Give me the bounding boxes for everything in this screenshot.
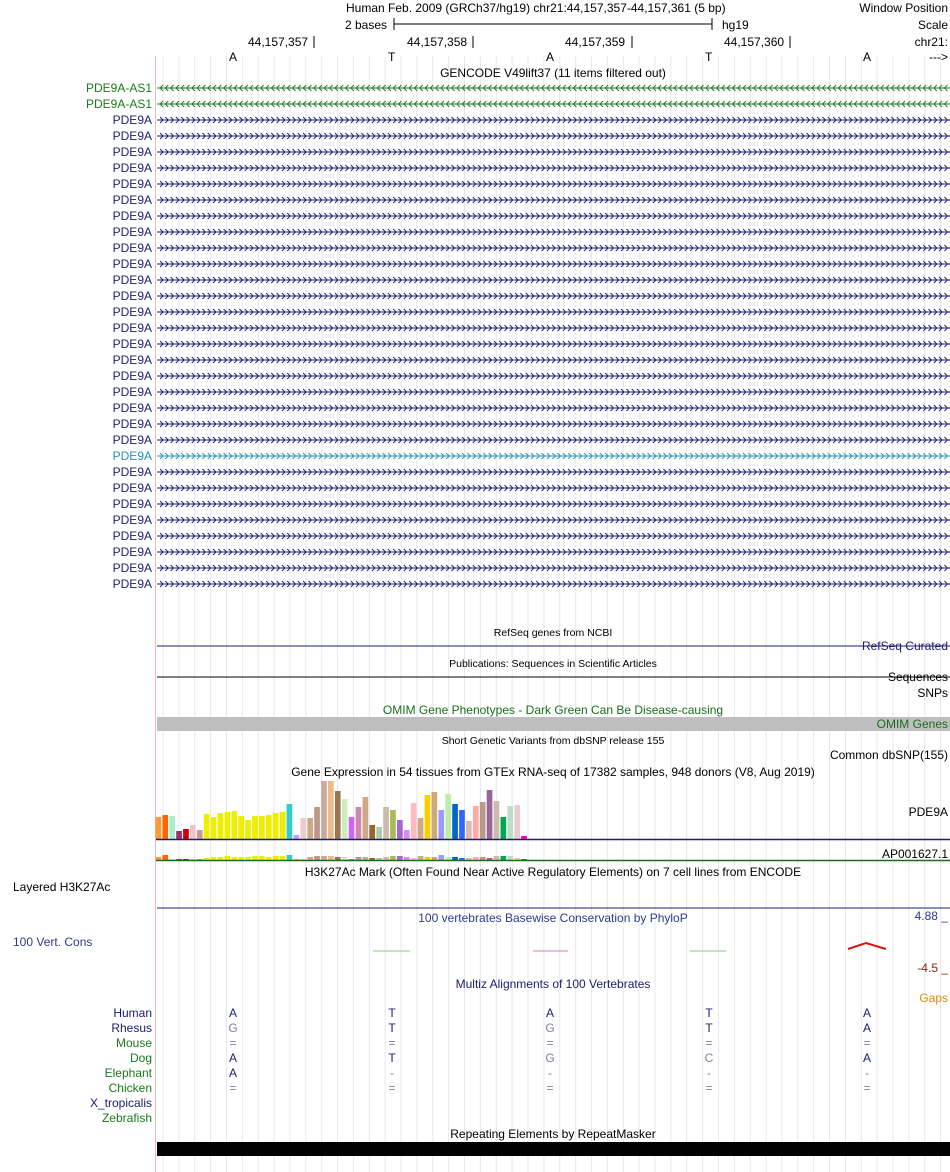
gtex-pde9a-bar [328,781,334,839]
publications-track-title[interactable]: Publications: Sequences in Scientific Articles [449,658,657,670]
gtex-ap-bar [231,857,237,860]
dbsnp-track-title[interactable]: Short Genetic Variants from dbSNP release 155 [441,735,665,747]
gtex-pde9a-bar [452,804,458,839]
phylop-track-title[interactable]: 100 vertebrates Basewise Conservation by PhyloP [418,911,688,925]
assembly-text: hg19 [722,18,749,32]
gtex-ap-bar [321,856,327,860]
gtex-pde9a-bar [445,794,451,839]
gtex-pde9a-bar [404,830,410,839]
coordinate-label: 44,157,357 [248,35,309,49]
gtex-pde9a-bar [514,805,520,839]
multiz-species-label[interactable]: Elephant [104,1066,152,1080]
coordinate-label: 44,157,359 [565,35,626,49]
gtex-ap-bar [425,857,431,860]
multiz-species-label[interactable]: Human [113,1006,152,1020]
gencode-item-label[interactable]: PDE9A [112,145,152,159]
gtex-gene-label[interactable]: PDE9A [908,805,948,819]
chrom-label: chr21: [914,35,948,49]
snps-track-label[interactable]: SNPs [917,686,948,700]
gtex-pde9a-bar [245,820,251,839]
alignment-base: G [545,1021,555,1035]
alignment-base: A [228,1066,238,1080]
gtex-ap-bar [273,856,279,860]
gtex-pde9a-bar [521,836,527,839]
gtex-ap-bar [480,857,486,860]
gtex-pde9a-bar [397,820,403,839]
h3k27ac-track-label[interactable]: Layered H3K27Ac [13,880,111,894]
coordinate-label: 44,157,360 [724,35,785,49]
gtex-ap-bar [266,857,272,860]
gtex-ap-bar [432,857,438,860]
gtex-pde9a-bar [376,827,382,839]
alignment-base: A [545,1006,555,1020]
gtex-pde9a-bar [473,806,479,839]
multiz-species-label[interactable]: X_tropicalis [89,1096,152,1110]
alignment-base: A [228,1006,238,1020]
alignment-base: A [862,1006,872,1020]
gtex-ap-bar [280,856,286,860]
gtex-pde9a-bar [211,817,217,839]
multiz-species-label[interactable]: Chicken [108,1081,152,1095]
gtex-pde9a-bar [225,812,231,839]
gtex-pde9a-bar [418,818,424,839]
gtex-ap-bar [487,858,493,860]
gtex-ap-bar [501,856,507,860]
gencode-item-label[interactable]: PDE9A [112,289,152,303]
gtex-ap-bar [314,856,320,860]
gtex-pde9a-bar [218,813,224,839]
gtex-pde9a-bar [321,781,327,839]
gtex-ap-bar [376,858,382,860]
gtex-pde9a-bar [280,812,286,839]
gtex-pde9a-bar [287,804,293,839]
gencode-item-label[interactable]: PDE9A [112,225,152,239]
phylop-min-label: -4.5 _ [917,961,948,975]
gencode-item-label[interactable]: PDE9A [112,273,152,287]
alignment-base: = [546,1036,554,1050]
gencode-item-label[interactable]: PDE9A [112,129,152,143]
gtex-ap-bar [397,856,403,860]
gtex-pde9a-bar [466,821,472,839]
gencode-item-label[interactable]: PDE9A-AS1 [85,81,152,95]
gencode-item-label[interactable]: PDE9A [112,417,152,431]
alignment-base: - [707,1066,711,1080]
multiz-species-label[interactable]: Zebrafish [101,1111,152,1125]
alignment-base: T [705,1006,713,1020]
gtex-ap-bar [211,857,217,860]
gtex-pde9a-bar [438,810,444,839]
gencode-item-label[interactable]: PDE9A [112,209,152,223]
alignment-base: T [388,1006,396,1020]
gtex-ap-bar [225,856,231,860]
gtex-pde9a-bar [363,797,369,839]
gencode-item-label[interactable]: PDE9A [112,177,152,191]
gencode-item-label[interactable]: PDE9A [112,337,152,351]
alignment-base: A [228,1051,238,1065]
gtex-track-title[interactable]: Gene Expression in 54 tissues from GTEx RNA-seq of 17382 samples, 948 donors (V8, Aug 2019) [291,765,815,779]
gtex-pde9a-bar [335,791,341,839]
gencode-item-label[interactable]: PDE9A [112,497,152,511]
reference-base: A [229,50,238,64]
gtex-ap-bar [335,857,341,860]
gencode-item-label[interactable]: PDE9A [112,369,152,383]
gencode-item-label[interactable]: PDE9A [112,321,152,335]
gtex-pde9a-bar [273,813,279,839]
phylop-max-label: 4.88 _ [914,909,948,923]
omim-track-label[interactable]: OMIM Genes [876,717,948,731]
gtex-pde9a-bar [197,830,203,839]
gencode-item-label[interactable]: PDE9A [112,529,152,543]
alignment-base: - [548,1066,552,1080]
gencode-item-label[interactable]: PDE9A [112,305,152,319]
gtex-ap-bar [514,858,520,860]
gtex-gene-label[interactable]: AP001627.1 [881,847,948,861]
gtex-pde9a-bar [307,818,313,839]
gencode-item-label[interactable]: PDE9A [112,385,152,399]
gtex-ap-bar [218,857,224,860]
gtex-ap-bar [418,856,424,860]
gencode-item-label[interactable]: PDE9A [112,433,152,447]
gtex-ap-bar [307,857,313,860]
alignment-base: = [388,1036,396,1050]
alignment-base: = [388,1081,396,1095]
gtex-ap-bar [494,856,500,860]
multiz-species-column [0,0,154,1172]
gtex-pde9a-bar [252,816,258,839]
gtex-ap-bar [342,857,348,860]
gtex-pde9a-bar [204,814,210,839]
gtex-ap-bar [252,856,258,860]
gtex-pde9a-bar [183,829,189,839]
gtex-pde9a-bar [425,795,431,839]
refseq-track-title[interactable]: RefSeq genes from NCBI [493,627,613,639]
gtex-pde9a-bar [432,792,438,839]
alignment-base: = [863,1036,871,1050]
gencode-item-label[interactable]: PDE9A [112,449,152,463]
gtex-pde9a-bar [487,790,493,839]
gtex-pde9a-bar [383,807,389,839]
gtex-pde9a-bar [294,835,300,839]
gtex-ap-bar [459,858,465,860]
refseq-track-label[interactable]: RefSeq Curated [861,639,948,653]
alignment-base: G [545,1051,555,1065]
gencode-item-label[interactable]: PDE9A [112,577,152,591]
gtex-pde9a-bar [238,816,244,839]
reference-base: A [546,50,555,64]
gencode-item-label[interactable]: PDE9A [112,353,152,367]
phylop-peak [848,943,886,949]
gtex-pde9a-bar [411,803,417,839]
gencode-item-label[interactable]: PDE9A [112,481,152,495]
alignment-base: = [705,1036,713,1050]
strand-label: ---> [929,50,948,64]
gencode-track-title[interactable]: GENCODE V49lift37 (11 items filtered out) [440,66,666,80]
gtex-ap-bar [259,856,265,860]
gtex-pde9a-bar [190,825,196,839]
gencode-item-label[interactable]: PDE9A [112,545,152,559]
alignment-base: - [390,1066,394,1080]
gtex-pde9a-bar [342,799,348,839]
repeatmasker-track-label[interactable]: RepeatMasker [869,1141,948,1155]
scale-label: Scale [917,18,948,32]
gencode-item-label[interactable]: PDE9A [112,257,152,271]
gtex-pde9a-bar [169,816,175,839]
gtex-ap-bar [245,857,251,860]
multiz-track-title[interactable]: Multiz Alignments of 100 Vertebrates [455,977,651,991]
gtex-ap-bar [204,858,210,860]
alignment-base: = [229,1036,237,1050]
alignment-base: = [546,1081,554,1095]
gtex-pde9a-bar [356,807,362,839]
gtex-pde9a-bar [501,817,507,839]
alignment-base: = [229,1081,237,1095]
scale-text: 2 bases [345,18,388,32]
alignment-base: C [704,1051,714,1065]
multiz-species-label[interactable]: Dog [129,1051,152,1065]
alignment-base: T [705,1021,713,1035]
gtex-pde9a-bar [156,817,162,839]
multiz-species-label[interactable]: Mouse [115,1036,152,1050]
gtex-ap-bar [438,855,444,860]
gtex-pde9a-bar [231,811,237,839]
gtex-ap-bar [287,855,293,860]
omim-track-title[interactable]: OMIM Gene Phenotypes - Dark Green Can Be Disease-causing [382,703,724,717]
gencode-item-label[interactable]: PDE9A [112,465,152,479]
omim-bar [157,717,950,731]
gencode-item-label[interactable]: PDE9A [112,401,152,415]
phylop-track-label[interactable]: 100 Vert. Cons [13,935,93,949]
alignment-base: G [228,1021,238,1035]
reference-base: A [863,50,872,64]
alignment-base: A [862,1051,872,1065]
gtex-pde9a-bar [266,815,272,839]
gtex-pde9a-bar [459,810,465,839]
gtex-pde9a-bar [390,810,396,839]
genome-position-text: Human Feb. 2009 (GRCh37/hg19) chr21:44,157,357-44,157,361 (5 bp) [346,1,726,15]
alignment-base: = [863,1081,871,1095]
multiz-gaps-label[interactable]: Gaps [919,991,948,1005]
gtex-ap-bar [473,857,479,860]
gtex-ap-bar [404,857,410,860]
gtex-ap-bar [356,857,362,860]
window-position-label: Window Position [859,1,948,15]
gtex-pde9a-bar [369,825,375,839]
gtex-ap-bar [445,857,451,860]
repeatmasker-track-title[interactable]: Repeating Elements by RepeatMasker [450,1127,656,1141]
gtex-pde9a-bar [507,806,513,839]
gtex-pde9a-bar [176,831,182,839]
gtex-ap-bar [466,858,472,860]
gtex-ap-bar [162,855,168,860]
gtex-ap-bar [363,857,369,860]
reference-base: T [388,50,396,64]
h3k27ac-track-title[interactable]: H3K27Ac Mark (Often Found Near Active Regulatory Elements) on 7 cell lines from ENCODE [304,865,802,879]
gencode-item-label[interactable]: PDE9A [112,193,152,207]
alignment-base: A [862,1021,872,1035]
gtex-ap-bar [411,858,417,860]
gtex-ap-bar [369,858,375,860]
gtex-pde9a-bar [494,801,500,839]
gtex-ap-bar [238,857,244,860]
repeatmasker-bar [157,1142,950,1156]
gtex-ap-bar [507,856,513,860]
gtex-ap-bar [328,856,334,860]
gencode-item-label[interactable]: PDE9A-AS1 [85,97,152,111]
gtex-pde9a-bar [259,816,265,839]
gtex-ap-bar [156,857,162,860]
coordinate-label: 44,157,358 [407,35,468,49]
gtex-ap-bar [390,856,396,860]
alignment-base: T [388,1021,396,1035]
alignment-base: T [388,1051,396,1065]
dbsnp-track-label[interactable]: Common dbSNP(155) [829,748,948,762]
gencode-item-label[interactable]: PDE9A [112,161,152,175]
gtex-pde9a-bar [349,817,355,839]
gtex-pde9a-bar [480,802,486,839]
gencode-item-label[interactable]: PDE9A [112,561,152,575]
gencode-item-label[interactable]: PDE9A [112,113,152,127]
gtex-ap-bar [383,857,389,860]
alignment-base: = [705,1081,713,1095]
gtex-pde9a-bar [314,807,320,839]
alignment-base: - [865,1066,869,1080]
multiz-species-label[interactable]: Rhesus [111,1021,152,1035]
gtex-pde9a-bar [162,815,168,839]
reference-base: T [705,50,713,64]
gtex-ap-bar [452,857,458,860]
gencode-item-label[interactable]: PDE9A [112,241,152,255]
sequences-track-label[interactable]: Sequences [887,670,948,684]
gencode-item-label[interactable]: PDE9A [112,513,152,527]
gtex-pde9a-bar [300,818,306,839]
